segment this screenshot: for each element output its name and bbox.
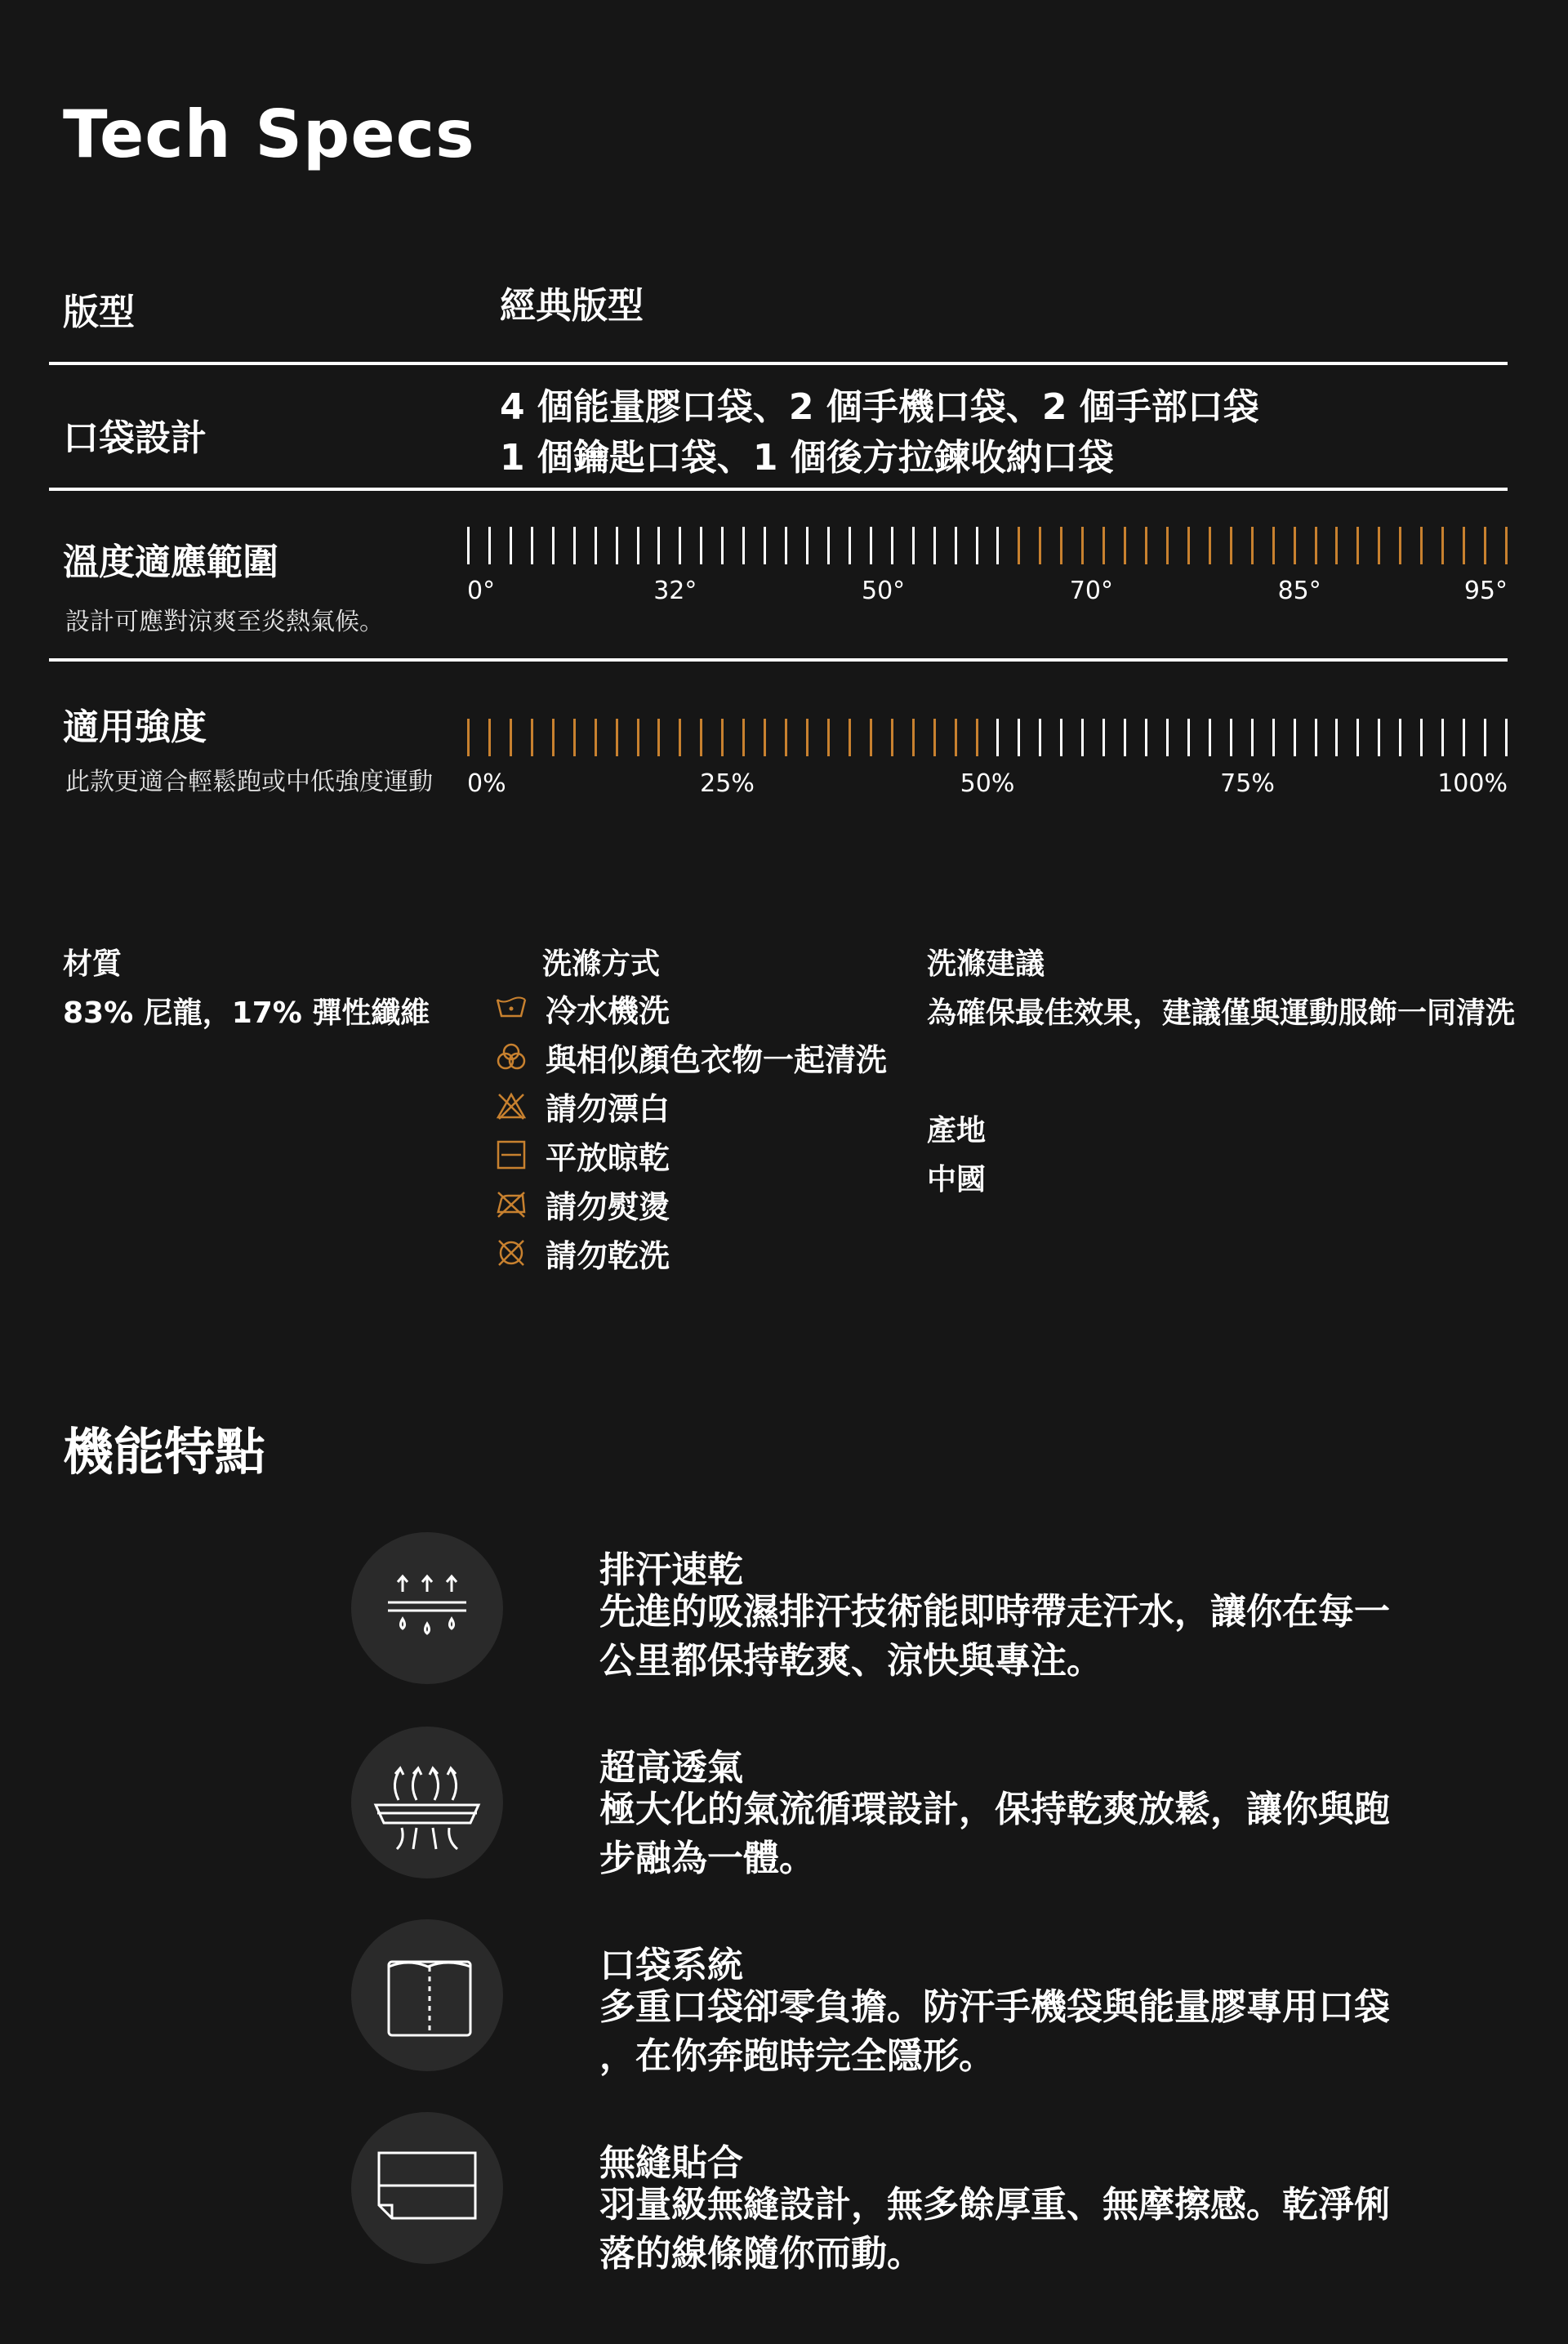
feature-icon-circle [351, 2112, 503, 2264]
scale-tick [764, 527, 766, 564]
scale-tick [1378, 719, 1380, 756]
care-item-dry-flat [495, 1130, 670, 1179]
scale-tick [1102, 527, 1105, 564]
pockets-line1: 4 個能量膠口袋、2 個手機口袋、2 個手部口袋 [500, 386, 1259, 428]
scale-tick [912, 527, 915, 564]
scale-tick [1124, 527, 1126, 564]
scale-tick [552, 527, 555, 564]
features-title: 機能特點 [63, 1422, 266, 1482]
scale-tick [933, 719, 936, 756]
scale-tick [806, 527, 808, 564]
scale-tick [1039, 527, 1041, 564]
scale-tick [870, 719, 872, 756]
tick-label: 50° [862, 577, 906, 605]
scale-tick [573, 527, 576, 564]
scale-tick [1272, 719, 1275, 756]
feature-desc-line1: 極大化的氣流循環設計，保持乾爽放鬆，讓你與跑 [599, 1789, 1390, 1830]
scale-tick [976, 719, 978, 756]
scale-tick [1060, 527, 1062, 564]
scale-tick [467, 719, 470, 756]
scale-tick [510, 527, 512, 564]
tick-label: 25% [700, 769, 755, 798]
scale-tick [1230, 527, 1232, 564]
scale-tick [849, 527, 851, 564]
scale-tick [1081, 719, 1084, 756]
feature-title: 排汗速乾 [599, 1549, 743, 1591]
scale-tick [955, 719, 957, 756]
pockets-line2: 1 個鑰匙口袋、1 個後方拉鍊收納口袋 [500, 437, 1114, 479]
scale-tick [679, 527, 681, 564]
scale-tick [785, 719, 787, 756]
cold-wash-icon [495, 992, 528, 1024]
scale-tick [1145, 527, 1147, 564]
scale-tick [1505, 527, 1508, 564]
feature-desc-line2: ，在你奔跑時完全隱形。 [599, 2035, 995, 2077]
intensity-scale [467, 719, 1508, 756]
feature-desc-line2: 公里都保持乾爽、涼快與專注。 [599, 1640, 1102, 1682]
care-item-similar-colors [495, 1032, 887, 1081]
origin-title: 產地 [927, 1114, 987, 1147]
page-title: Tech Specs [63, 96, 475, 172]
similar-colors-icon [495, 1041, 528, 1073]
scale-tick [1356, 527, 1359, 564]
scale-tick [531, 527, 533, 564]
scale-tick [1251, 719, 1254, 756]
pocket-system-icon [351, 1919, 503, 2071]
origin-value: 中國 [927, 1163, 987, 1197]
scale-tick [700, 527, 702, 564]
scale-tick [1399, 527, 1401, 564]
scale-tick [785, 527, 787, 564]
scale-tick [742, 527, 745, 564]
scale-tick [1145, 719, 1147, 756]
scale-tick [552, 719, 555, 756]
tick-label: 75% [1220, 769, 1275, 798]
scale-tick [1209, 719, 1211, 756]
feature-title: 超高透氣 [599, 1747, 743, 1789]
scale-tick [616, 719, 618, 756]
tick-label: 70° [1069, 577, 1113, 605]
feature-icon-circle [351, 1727, 503, 1878]
feature-title: 無縫貼合 [599, 2142, 743, 2184]
divider [49, 362, 1508, 365]
scale-tick [764, 719, 766, 756]
scale-tick [742, 719, 745, 756]
scale-tick [1230, 719, 1232, 756]
scale-tick [827, 719, 830, 756]
divider [49, 658, 1508, 662]
care-item-text: 請勿漂白 [546, 1090, 670, 1127]
intensity-sub: 此款更適合輕鬆跑或中低強度運動 [65, 768, 433, 796]
scale-tick [933, 527, 936, 564]
tick-label: 0° [467, 577, 496, 605]
scale-tick [912, 719, 915, 756]
scale-tick [1166, 527, 1169, 564]
scale-tick [1187, 719, 1190, 756]
material-title: 材質 [63, 947, 122, 981]
scale-tick [1335, 719, 1338, 756]
no-dry-clean-icon [495, 1237, 528, 1269]
scale-tick [721, 719, 724, 756]
tick-label: 95° [1463, 577, 1508, 605]
scale-tick [1251, 527, 1254, 564]
care-item-text: 平放晾乾 [546, 1139, 670, 1176]
scale-tick [1124, 719, 1126, 756]
feature-desc-line2: 落的線條隨你而動。 [599, 2233, 923, 2275]
care-item-text: 冷水機洗 [546, 992, 670, 1029]
scale-tick [488, 719, 491, 756]
scale-tick [1060, 719, 1062, 756]
scale-tick [1420, 719, 1423, 756]
scale-tick [531, 719, 533, 756]
scale-tick [595, 527, 597, 564]
scale-tick [679, 719, 681, 756]
scale-tick [1378, 527, 1380, 564]
scale-tick [996, 719, 999, 756]
care-item-text: 請勿乾洗 [546, 1237, 670, 1274]
no-iron-icon [495, 1188, 528, 1220]
tick-label: 85° [1277, 577, 1321, 605]
advice-title: 洗滌建議 [927, 947, 1045, 981]
scale-tick [976, 527, 978, 564]
scale-tick [1399, 719, 1401, 756]
feature-title: 口袋系統 [599, 1945, 743, 1986]
scale-tick [1441, 719, 1444, 756]
scale-tick [573, 719, 576, 756]
scale-tick [870, 527, 872, 564]
care-item-no-bleach [495, 1081, 670, 1130]
temperature-tick-labels [467, 577, 1508, 609]
tick-label: 32° [653, 577, 697, 605]
breathable-icon [351, 1727, 503, 1878]
scale-tick [955, 527, 957, 564]
temperature-label: 溫度適應範圍 [63, 541, 278, 583]
temperature-scale [467, 527, 1508, 564]
feature-desc-line1: 先進的吸濕排汗技術能即時帶走汗水，讓你在每一 [599, 1591, 1390, 1633]
scale-tick [637, 719, 639, 756]
scale-tick [1505, 719, 1508, 756]
care-item-no-dry-clean [495, 1228, 670, 1277]
tick-label: 0% [467, 769, 506, 798]
pockets-label: 口袋設計 [63, 417, 207, 459]
care-item-text: 與相似顏色衣物一起清洗 [546, 1041, 888, 1078]
scale-tick [595, 719, 597, 756]
tick-label: 100% [1437, 769, 1508, 798]
scale-tick [1102, 719, 1105, 756]
dry-flat-icon [495, 1139, 528, 1171]
scale-tick [1018, 719, 1020, 756]
scale-tick [700, 719, 702, 756]
feature-icon-circle [351, 1919, 503, 2071]
feature-desc-line2: 步融為一體。 [599, 1838, 815, 1879]
scale-tick [1441, 527, 1444, 564]
scale-tick [467, 527, 470, 564]
scale-tick [1484, 527, 1486, 564]
advice-value: 為確保最佳效果，建議僅與運動服飾一同清洗 [927, 996, 1516, 1030]
care-list [495, 983, 920, 1277]
scale-tick [1420, 527, 1423, 564]
scale-tick [806, 719, 808, 756]
temperature-sub: 設計可應對涼爽至炎熱氣候。 [65, 608, 384, 636]
scale-tick [1018, 527, 1020, 564]
care-title: 洗滌方式 [542, 947, 661, 981]
feature-desc-line1: 多重口袋卻零負擔。防汗手機袋與能量膠專用口袋 [599, 1986, 1390, 2028]
scale-tick [1315, 527, 1317, 564]
scale-tick [1039, 719, 1041, 756]
scale-tick [1187, 527, 1190, 564]
seamless-bond-icon [351, 2112, 503, 2264]
scale-tick [1209, 527, 1211, 564]
scale-tick [1484, 719, 1486, 756]
scale-tick [827, 527, 830, 564]
scale-tick [1294, 527, 1296, 564]
scale-tick [657, 527, 660, 564]
scale-tick [1166, 719, 1169, 756]
intensity-label: 適用強度 [63, 706, 207, 748]
scale-tick [510, 719, 512, 756]
care-item-text: 請勿熨燙 [546, 1188, 670, 1225]
intensity-tick-labels [467, 769, 1508, 802]
material-value: 83% 尼龍，17% 彈性纖維 [63, 996, 430, 1030]
scale-tick [657, 719, 660, 756]
scale-tick [488, 527, 491, 564]
tick-label: 50% [960, 769, 1015, 798]
scale-tick [1463, 719, 1465, 756]
scale-tick [1081, 527, 1084, 564]
fit-value: 經典版型 [500, 285, 644, 327]
scale-tick [1315, 719, 1317, 756]
divider [49, 488, 1508, 491]
care-item-no-iron [495, 1179, 670, 1228]
scale-tick [1335, 527, 1338, 564]
moisture-wicking-icon [351, 1532, 503, 1684]
feature-desc-line1: 羽量級無縫設計，無多餘厚重、無摩擦感。乾淨俐 [599, 2184, 1390, 2226]
scale-tick [996, 527, 999, 564]
scale-tick [1294, 719, 1296, 756]
fit-label: 版型 [63, 292, 135, 333]
scale-tick [637, 527, 639, 564]
scale-tick [891, 719, 893, 756]
scale-tick [616, 527, 618, 564]
care-item-cold-wash [495, 983, 670, 1032]
scale-tick [1356, 719, 1359, 756]
scale-tick [1463, 527, 1465, 564]
scale-tick [849, 719, 851, 756]
scale-tick [721, 527, 724, 564]
feature-icon-circle [351, 1532, 503, 1684]
scale-tick [1272, 527, 1275, 564]
scale-tick [891, 527, 893, 564]
no-bleach-icon [495, 1090, 528, 1122]
